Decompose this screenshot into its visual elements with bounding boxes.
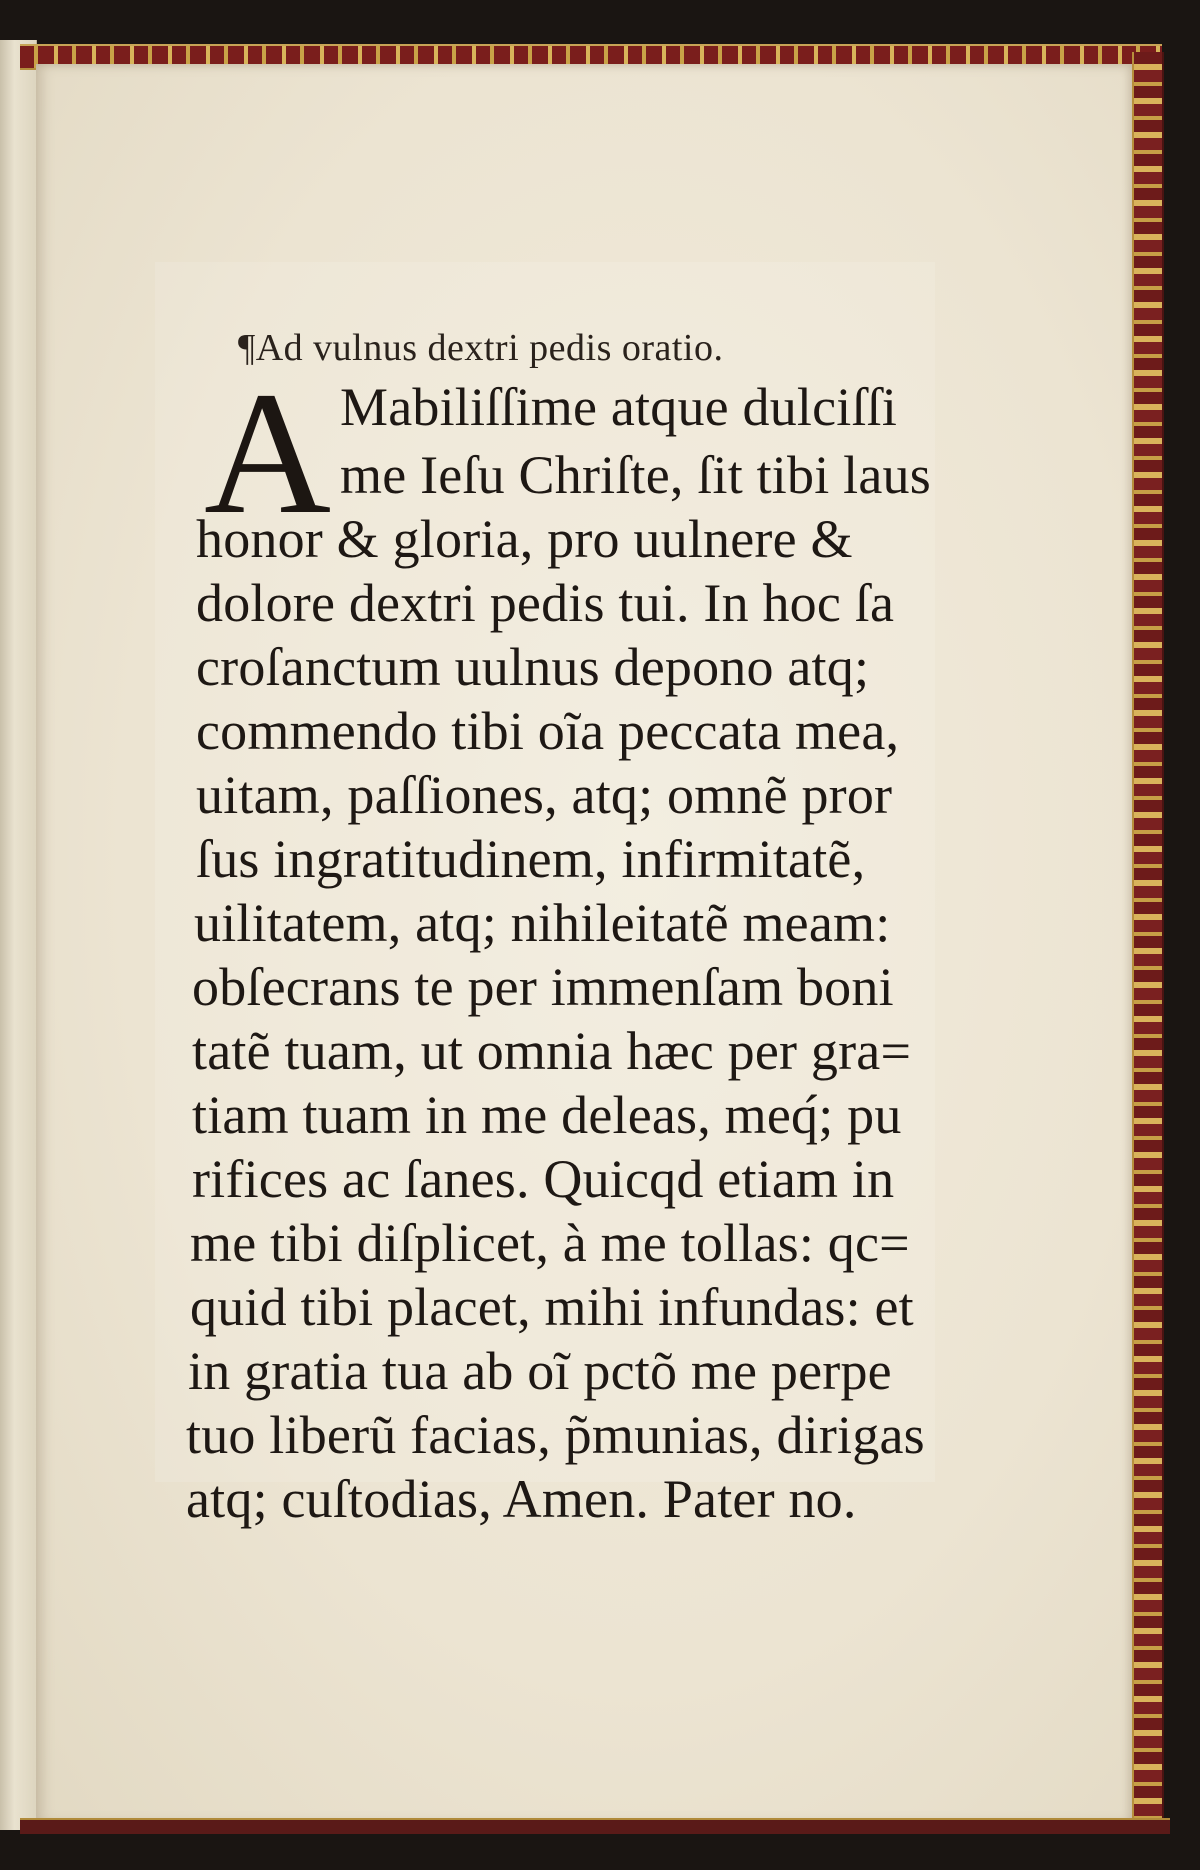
text-line: ſus ingratitudinem, infirmitatẽ, — [196, 829, 866, 889]
page-edge-left — [0, 40, 37, 1830]
text-line: atq; cuſtodias, Amen. Pater no. — [186, 1469, 857, 1529]
text-line: croſanctum uulnus depono atq; — [196, 637, 870, 697]
text-line: uilitatem, atq; nihileitatẽ meam: — [194, 893, 891, 953]
text-line: obſecrans te per immenſam boni — [192, 957, 894, 1017]
binding-bottom-edge — [20, 1818, 1170, 1834]
text-line: rifices ac ſanes. Quicqd etiam in — [192, 1149, 895, 1209]
text-line: me tibi diſplicet, à me tollas: qc= — [190, 1213, 910, 1273]
text-line: commendo tibi oĩa peccata mea, — [196, 701, 900, 761]
text-line: uitam, paſſiones, atq; omnẽ pror — [196, 765, 893, 825]
text-line: Mabiliſſime atque dulciſſi — [340, 377, 898, 437]
text-line: tatẽ tuam, ut omnia hæc per gra= — [192, 1021, 912, 1081]
text-line: tuo liberũ facias, p̃munias, dirigas — [186, 1405, 925, 1465]
text-line: honor & gloria, pro uulnere & — [196, 509, 853, 569]
text-line: tiam tuam in me deleas, meq́; pu — [192, 1085, 902, 1145]
text-line: dolore dextri pedis tui. In hoc ſa — [196, 573, 895, 633]
drop-cap-initial: A — [204, 356, 332, 551]
text-line: in gratia tua ab oĩ pctõ me perpe — [188, 1341, 892, 1401]
text-line: quid tibi placet, mihi infundas: et — [190, 1277, 914, 1337]
prayer-heading: ¶Ad vulnus dextri pedis oratio. — [238, 327, 724, 369]
text-line: me Ieſu Chriſte, ſit tibi laus — [340, 445, 931, 505]
gilt-border-right — [1132, 52, 1164, 1818]
